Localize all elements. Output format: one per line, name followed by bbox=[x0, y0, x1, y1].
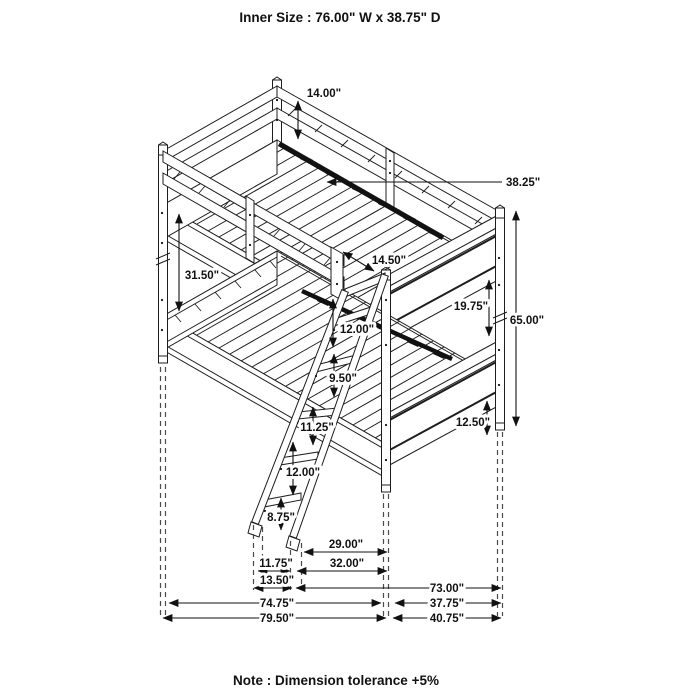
dim-label: 40.75" bbox=[429, 613, 465, 625]
dim-label: 13.50" bbox=[259, 575, 295, 587]
ladder-foot-right bbox=[286, 536, 300, 551]
dim-end-depth bbox=[395, 598, 501, 610]
dim-ladder-step-4 bbox=[286, 442, 320, 495]
dim-end-depth-outer bbox=[393, 613, 501, 625]
ladder-foot-left bbox=[248, 522, 262, 537]
dim-label: 31.50" bbox=[184, 270, 220, 282]
bunk-bed-drawing bbox=[156, 77, 507, 551]
dim-label: 12.50" bbox=[455, 417, 491, 429]
dim-label: 74.75" bbox=[259, 598, 295, 610]
dim-label: 73.00" bbox=[429, 583, 465, 595]
guardrail-front-stile bbox=[246, 196, 254, 263]
tolerance-note: Note : Dimension tolerance +5% bbox=[233, 673, 439, 688]
dim-ladder-to-leg bbox=[304, 539, 387, 552]
dim-label: 11.25" bbox=[300, 422, 334, 434]
dim-label: 32.00" bbox=[329, 558, 365, 570]
dim-label: 79.50" bbox=[259, 613, 295, 625]
dim-label: 37.75" bbox=[429, 598, 465, 610]
dim-ladder-outer-width bbox=[254, 575, 294, 588]
dim-label: 9.50" bbox=[329, 373, 357, 385]
dim-ladder-inner-width bbox=[258, 558, 293, 571]
dim-label: 14.50" bbox=[371, 255, 407, 267]
dim-label: 12.00" bbox=[285, 467, 321, 479]
dim-label: 65.00" bbox=[509, 315, 545, 327]
dim-label: 8.75" bbox=[267, 512, 295, 524]
dim-label: 19.75" bbox=[453, 301, 489, 313]
dim-overall-height bbox=[510, 211, 544, 426]
dim-label: 14.00" bbox=[306, 88, 342, 100]
dim-front-span-outer bbox=[163, 613, 386, 625]
post-back-right bbox=[493, 205, 507, 430]
dim-front-span-inner bbox=[169, 598, 381, 610]
page-title: Inner Size : 76.00" W x 38.75" D bbox=[239, 10, 441, 25]
dim-label: 29.00" bbox=[328, 539, 364, 551]
dim-length-right-side bbox=[296, 583, 501, 595]
dim-label: 38.25" bbox=[506, 177, 541, 189]
dim-label: 11.75" bbox=[259, 558, 293, 570]
dim-ladder-reach bbox=[297, 558, 387, 571]
dim-label: 12.00" bbox=[339, 324, 375, 336]
